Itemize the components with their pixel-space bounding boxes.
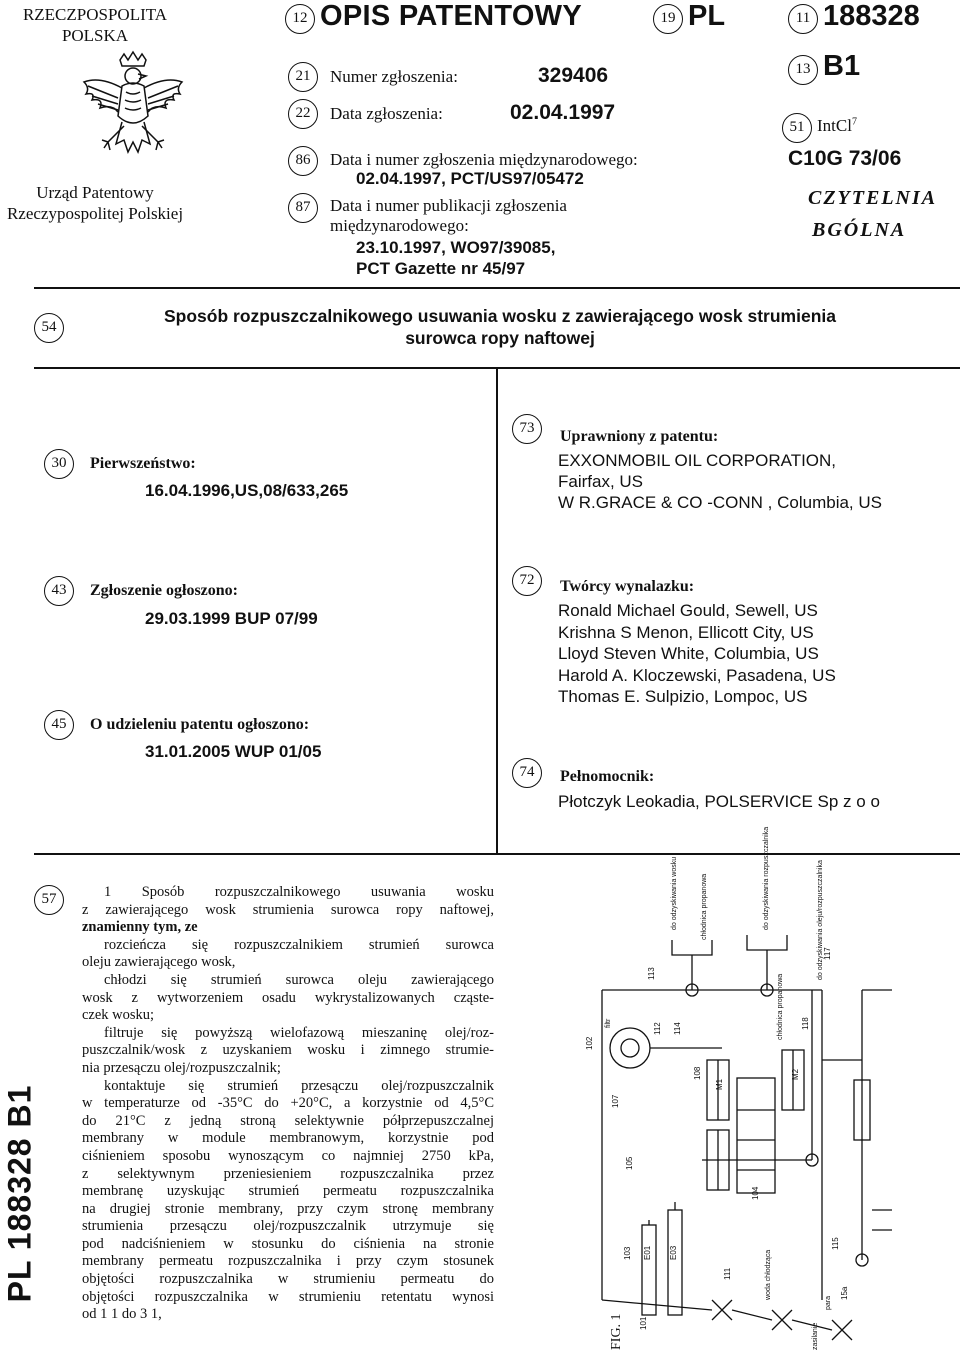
owner-line: Fairfax, US <box>558 472 644 491</box>
claim-line: membranę uzyskując strumień permeatu rozpuszczalnika <box>82 1183 494 1200</box>
inventor-line: Ronald Michael Gould, Sewell, US <box>558 601 818 620</box>
inid-code-19: 19 <box>653 4 683 34</box>
priority-label: Pierwszeństwo: <box>90 455 196 472</box>
claim-line: filtruje się powyższą wielofazową mieszaninę olej/roz- <box>104 1024 494 1041</box>
claim-line: puszczalnik/wosk z uzyskaniem wosku i zimnego strumie- <box>82 1042 494 1059</box>
figure-caption: FIG. 1 <box>609 1313 624 1350</box>
figure-number: E03 <box>669 1245 678 1260</box>
kind-code: B1 <box>823 50 861 82</box>
inventor-line: Thomas E. Sulpizio, Lompoc, US <box>558 687 808 706</box>
office-line-2: Rzeczypospolitej Polskiej <box>6 204 184 223</box>
attorney-value: Płotczyk Leokadia, POLSERVICE Sp z o o <box>558 792 880 811</box>
owner-label: Uprawniony z patentu: <box>560 428 719 445</box>
inventors-label: Twórcy wynalazku: <box>560 578 695 595</box>
app-number: 329406 <box>538 64 609 87</box>
claim-line: w temperaturze od -35°C do +20°C, a korzystnie od 4,5°C <box>82 1095 494 1112</box>
claim-line: chłodzi się strumień surowca oleju zawierającego <box>104 971 494 988</box>
inid-code-51: 51 <box>782 113 812 143</box>
figure-number: E01 <box>643 1245 652 1260</box>
inid-code-13: 13 <box>788 55 818 85</box>
title-line-1: Sposób rozpuszczalnikowego usuwania wosku z zawierającego wosk strumienia <box>164 306 836 326</box>
figure-number: 105 <box>625 1156 634 1170</box>
inid-code-11: 11 <box>788 4 818 34</box>
inventor-list <box>558 600 836 708</box>
claim-line: na drugiej stronie membrany, przy czym stronę membrany <box>82 1200 494 1217</box>
inid-code-12: 12 <box>285 4 315 34</box>
inid-code-54: 54 <box>34 313 64 343</box>
figure-number: 114 <box>673 1022 682 1035</box>
owner-line: EXXONMOBIL OIL CORPORATION, <box>558 451 837 470</box>
figure-label-oil-solvent-recovery: do odzyskiwania oleju/rozpuszczalnika <box>817 860 824 980</box>
intcl-value: C10G 73/06 <box>788 147 902 170</box>
figure-number: 113 <box>647 967 656 980</box>
claim-line: rozcieńcza się rozpuszczalnikiem strumień surowca <box>104 936 494 953</box>
figure-number: 103 <box>623 1246 632 1260</box>
intl-pub-label-1: Data i numer publikacji zgłoszenia <box>330 196 567 215</box>
claim-line: znamienny tym, ze <box>82 919 198 936</box>
figure-number: 117 <box>823 947 832 960</box>
intl-pub-label-2: międzynarodowego: <box>330 216 469 235</box>
figure-number: 102 <box>585 1036 594 1050</box>
inid-code-43: 43 <box>44 576 74 606</box>
figure-label-filter: filtr <box>605 1018 612 1028</box>
country-name <box>0 4 190 46</box>
claim-line: z zawierającego wosk strumienia surowca ropy naftowej, <box>82 901 494 918</box>
figure-label-steam: para <box>825 1295 832 1310</box>
figure-number: 101 <box>639 1316 648 1330</box>
claim-line: czek wosku; <box>82 1007 155 1024</box>
stamp-line-2: BGÓLNA <box>812 219 907 241</box>
claim-line: objętości rozpuszczalnika w strumieniu retentatu wynosi <box>82 1288 494 1305</box>
granted-value: 31.01.2005 WUP 01/05 <box>145 742 322 761</box>
patent-office-name <box>0 182 190 224</box>
intl-pub-value-1: 23.10.1997, WO97/39085, <box>356 238 556 257</box>
inid-code-74: 74 <box>512 758 542 788</box>
figure-number: 111 <box>723 1267 732 1280</box>
figure-number: 107 <box>611 1094 620 1108</box>
claim-line: objętości rozpuszczalnika w strumieniu permeatu do <box>82 1271 494 1288</box>
inid-code-21: 21 <box>288 62 318 92</box>
figure-label-solvent-recovery: do odzyskiwania rozpuszczalnika <box>763 826 770 930</box>
claims-text <box>82 884 494 1324</box>
claim-line: z selektywnym przeniesieniem rozpuszczalnika przez <box>82 1165 494 1182</box>
side-patent-label: PL 188328 B1 <box>1 1084 38 1303</box>
claim-line: do 21°C z jedną stroną selektywnie półprzepuszczalnej <box>82 1112 494 1129</box>
invention-title <box>100 305 900 349</box>
announced-value: 29.03.1999 BUP 07/99 <box>145 609 318 628</box>
claim-line: nia przesączu olej/rozpuszczalnik; <box>82 1059 281 1076</box>
figure-number: M2 <box>791 1068 800 1080</box>
inventor-line: Harold A. Kloczewski, Pasadena, US <box>558 665 836 685</box>
inid-code-30: 30 <box>44 449 74 479</box>
inid-code-73: 73 <box>512 414 542 444</box>
document-type: OPIS PATENTOWY <box>320 0 582 32</box>
biblio-bottom-rule <box>34 853 960 855</box>
attorney-label: Pełnomocnik: <box>560 768 655 785</box>
owner-line: W R.GRACE & CO -CONN , Columbia, US <box>558 493 882 512</box>
inid-code-45: 45 <box>44 710 74 740</box>
stamp-line-1: CZYTELNIA <box>808 187 938 209</box>
inid-code-86: 86 <box>288 146 318 176</box>
inid-code-72: 72 <box>512 566 542 596</box>
claim-line: ciśnieniem sposobu wynoszącym co najmniej 2750 kPa, <box>82 1147 494 1164</box>
office-line-1: Urząd Patentowy <box>36 183 154 202</box>
inid-code-87: 87 <box>288 193 318 223</box>
intl-app-value: 02.04.1997, PCT/US97/05472 <box>356 169 584 188</box>
claim-line: membrany w module membranowym, korzystnie pod <box>82 1130 494 1147</box>
figure-label-propane-cooler-1: chłodnica propanowa <box>701 873 708 940</box>
announced-label: Zgłoszenie ogłoszono: <box>90 582 238 599</box>
claim-line: strumienia przesączu olej/rozpuszczalnik utrzymuje się <box>82 1218 494 1235</box>
intl-pub-value-2: PCT Gazette nr 45/97 <box>356 259 526 278</box>
country-line-2: POLSKA <box>61 26 129 45</box>
claim-line: od 1 1 do 3 1, <box>82 1306 162 1323</box>
claim-line: membrany permeatu rozpuszczalnika i przy czym stosunek <box>82 1253 494 1270</box>
app-number-label: Numer zgłoszenia: <box>330 67 458 86</box>
claim-line: kontaktuje się strumień przesączu olej/rozpuszczalnik <box>104 1077 494 1094</box>
intcl-label <box>817 116 857 136</box>
app-date-label: Data zgłoszenia: <box>330 104 443 123</box>
granted-label: O udzieleniu patentu ogłoszono: <box>90 716 310 733</box>
figure-label-propane-cooler-2: chłodnica propanowa <box>777 973 784 1040</box>
intcl-text: IntCl <box>817 116 852 135</box>
inventor-line: Krishna S Menon, Ellicott City, US <box>558 622 814 642</box>
country-line-1: RZECZPOSPOLITA <box>22 5 168 24</box>
owner-list <box>558 450 882 513</box>
polish-eagle-emblem <box>78 52 188 170</box>
inid-code-22: 22 <box>288 99 318 129</box>
figure-number: 15a <box>840 1286 849 1300</box>
figure-number: 118 <box>801 1017 810 1030</box>
claim-line: wosk z wytworzeniem osadu wykrystalizowanych cząste- <box>82 989 494 1006</box>
patent-number: 188328 <box>823 0 920 32</box>
app-date: 02.04.1997 <box>510 101 616 124</box>
process-flow-figure <box>572 826 960 1357</box>
figure-number: 115 <box>831 1237 840 1250</box>
claim-line: oleju zawierającego wosk, <box>82 954 236 971</box>
priority-value: 16.04.1996,US,08/633,265 <box>145 481 349 500</box>
reading-room-stamp <box>808 182 937 246</box>
figure-label-cooling-water: woda chłodząca <box>765 1249 772 1300</box>
title-top-rule <box>34 287 960 289</box>
claim-line: 1 Sposób rozpuszczalnikowego usuwania wosku <box>104 884 494 900</box>
column-divider <box>496 367 498 853</box>
intl-app-label: Data i numer zgłoszenia międzynarodowego: <box>330 150 638 169</box>
figure-number: 112 <box>653 1022 662 1035</box>
inventor-line: Lloyd Steven White, Columbia, US <box>558 644 819 663</box>
country-code: PL <box>688 0 726 32</box>
figure-number: 108 <box>693 1066 702 1080</box>
title-line-2: surowca ropy naftowej <box>405 328 595 348</box>
figure-number: 104 <box>751 1186 760 1200</box>
figure-label-feed: zasilanie <box>812 1322 819 1350</box>
figure-number: M1 <box>715 1078 724 1090</box>
figure-label-wax: do odzyskiwania wosku <box>671 856 678 930</box>
inid-code-57: 57 <box>34 885 64 915</box>
intcl-sup: 7 <box>851 116 857 128</box>
claim-line: pod nadciśnieniem w stosunku do ciśnienia na stronie <box>82 1235 494 1252</box>
